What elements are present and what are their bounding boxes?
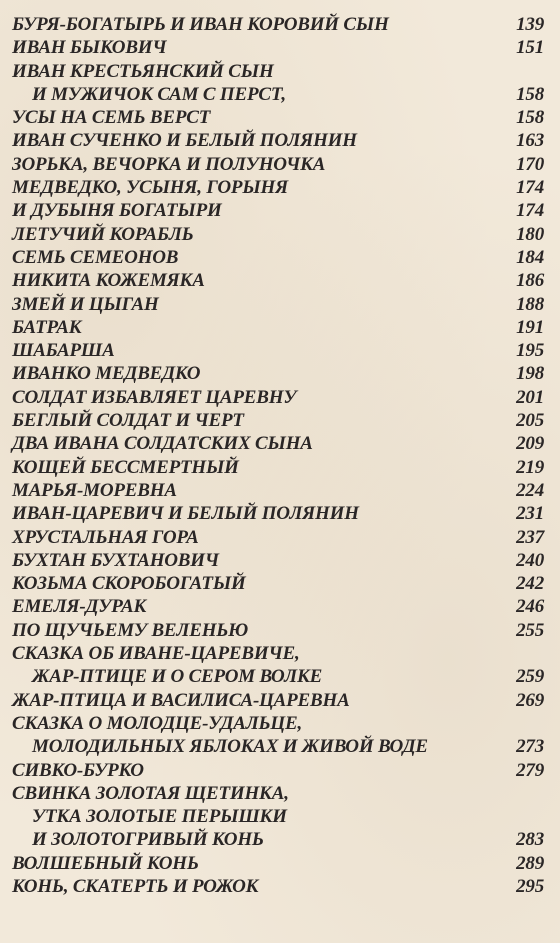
toc-entry-page-number: 205	[516, 410, 544, 432]
toc-entry-title: МАРЬЯ-МОРЕВНА	[12, 479, 177, 501]
toc-entry-title: ИВАН БЫКОВИЧ	[12, 37, 167, 59]
toc-entry	[0, 805, 560, 828]
toc-entry-title: БУРЯ-БОГАТЫРЬ И ИВАН КОРОВИЙ СЫН	[12, 14, 389, 35]
toc-entry-title: ЖАР-ПТИЦЕ И О СЕРОМ ВОЛКЕ	[32, 666, 323, 688]
toc-entry-page-number: 170	[516, 153, 544, 175]
toc-entry-title: ЗМЕЙ И ЦЫГАН	[12, 293, 159, 315]
toc-entry	[0, 409, 560, 432]
toc-entry	[0, 526, 560, 549]
toc-entry-page-number: 237	[516, 526, 544, 548]
toc-entry	[0, 106, 560, 129]
toc-entry	[0, 735, 560, 758]
toc-entry-title: МЕДВЕДКО, УСЫНЯ, ГОРЫНЯ	[12, 177, 289, 199]
toc-entry-page-number: 246	[516, 596, 544, 618]
toc-entry-title: НИКИТА КОЖЕМЯКА	[12, 270, 205, 292]
toc-entry-page-number: 139	[516, 14, 544, 35]
toc-entry-page-number: 269	[516, 689, 544, 711]
toc-entry-title: СИВКО-БУРКО	[12, 759, 144, 781]
toc-entry-page-number: 201	[516, 386, 544, 408]
toc-entry-title: БУХТАН БУХТАНОВИЧ	[12, 549, 219, 571]
toc-entry	[0, 689, 560, 712]
toc-entry-page-number: 279	[516, 759, 544, 781]
toc-entry-page-number: 158	[516, 83, 544, 105]
toc-entry	[0, 759, 560, 782]
toc-entry-title: И ЗОЛОТОГРИВЫЙ КОНЬ	[32, 829, 264, 851]
toc-entry-page-number: 273	[516, 736, 544, 758]
toc-entry-page-number: 209	[516, 433, 544, 455]
toc-entry	[0, 595, 560, 618]
toc-entry-page-number: 186	[516, 270, 544, 292]
toc-entry	[0, 502, 560, 525]
toc-entry-title: ШАБАРША	[12, 340, 115, 362]
toc-entry-title: СОЛДАТ ИЗБАВЛЯЕТ ЦАРЕВНУ	[12, 386, 297, 408]
toc-entry	[0, 712, 560, 735]
toc-entry	[0, 83, 560, 106]
toc-entry-title: СЕМЬ СЕМЕОНОВ	[12, 246, 179, 268]
toc-entry-page-number: 174	[516, 200, 544, 222]
toc-entry	[0, 386, 560, 409]
toc-entry-title: СВИНКА ЗОЛОТАЯ ЩЕТИНКА,	[12, 782, 289, 804]
toc-entry-page-number: 195	[516, 340, 544, 362]
toc-entry-title: ВОЛШЕБНЫЙ КОНЬ	[12, 852, 199, 874]
toc-entry-title: КОЗЬМА СКОРОБОГАТЫЙ	[12, 573, 246, 595]
toc-entry-page-number: 231	[516, 503, 544, 525]
toc-entry-title: И ДУБЫНЯ БОГАТЫРИ	[12, 200, 222, 222]
toc-entry	[0, 782, 560, 805]
toc-entry	[0, 549, 560, 572]
toc-entry-page-number: 224	[516, 479, 544, 501]
toc-entry-title: ХРУСТАЛЬНАЯ ГОРА	[12, 526, 199, 548]
toc-entry	[0, 153, 560, 176]
toc-entry	[0, 223, 560, 246]
toc-entry	[0, 199, 560, 222]
toc-entry	[0, 362, 560, 385]
toc-entry-page-number: 158	[516, 107, 544, 129]
toc-entry	[0, 479, 560, 502]
toc-entry-page-number: 184	[516, 246, 544, 268]
toc-entry	[0, 572, 560, 595]
toc-entry-title: СКАЗКА О МОЛОДЦЕ-УДАЛЬЦЕ,	[12, 712, 303, 734]
toc-entry-title: ИВАН-ЦАРЕВИЧ И БЕЛЫЙ ПОЛЯНИН	[12, 503, 359, 525]
toc-entry-page-number: 255	[516, 619, 544, 641]
toc-entry-page-number: 198	[516, 363, 544, 385]
toc-entry-title: ЛЕТУЧИЙ КОРАБЛЬ	[12, 223, 194, 245]
toc-entry-page-number: 259	[516, 666, 544, 688]
toc-entry	[0, 176, 560, 199]
toc-entry	[0, 852, 560, 875]
toc-entry-page-number: 191	[516, 316, 544, 338]
toc-entry-page-number: 188	[516, 293, 544, 315]
toc-entry-page-number: 242	[516, 573, 544, 595]
toc-entry-page-number: 289	[516, 852, 544, 874]
toc-entry-title: СКАЗКА ОБ ИВАНЕ-ЦАРЕВИЧЕ,	[12, 643, 300, 665]
toc-entry-title: ДВА ИВАНА СОЛДАТСКИХ СЫНА	[12, 433, 313, 455]
toc-entry-page-number: 163	[516, 130, 544, 152]
toc-entry-title: ЕМЕЛЯ-ДУРАК	[12, 596, 147, 618]
toc-entry-title: МОЛОДИЛЬНЫХ ЯБЛОКАХ И ЖИВОЙ ВОДЕ	[32, 736, 428, 758]
toc-entry-title: УТКА ЗОЛОТЫЕ ПЕРЫШКИ	[32, 806, 287, 828]
toc-entry-title: ЗОРЬКА, ВЕЧОРКА И ПОЛУНОЧКА	[12, 153, 326, 175]
toc-entry-title: БАТРАК	[12, 316, 82, 338]
toc-entry	[0, 60, 560, 83]
toc-entry	[0, 456, 560, 479]
toc-entry	[0, 339, 560, 362]
toc-entry	[0, 619, 560, 642]
toc-entry-title: И МУЖИЧОК САМ С ПЕРСТ,	[32, 83, 286, 105]
toc-entry-title: КОНЬ, СКАТЕРТЬ И РОЖОК	[12, 875, 259, 897]
toc-entry	[0, 875, 560, 898]
toc-entry	[0, 36, 560, 59]
toc-entry-title: ИВАН СУЧЕНКО И БЕЛЫЙ ПОЛЯНИН	[12, 130, 357, 152]
toc-entry-page-number: 295	[516, 875, 544, 897]
toc-entry	[0, 316, 560, 339]
toc-entry	[0, 129, 560, 152]
toc-entry	[0, 13, 560, 36]
toc-entry-title: ПО ЩУЧЬЕМУ ВЕЛЕНЬЮ	[12, 619, 248, 641]
toc-entry-page-number: 240	[516, 549, 544, 571]
toc-entry	[0, 269, 560, 292]
toc-entry	[0, 293, 560, 316]
toc-entry-title: БЕГЛЫЙ СОЛДАТ И ЧЕРТ	[12, 410, 244, 432]
toc-entry	[0, 828, 560, 851]
toc-entry	[0, 665, 560, 688]
toc-entry-page-number: 283	[516, 829, 544, 851]
toc-entry-title: ИВАН КРЕСТЬЯНСКИЙ СЫН	[12, 60, 274, 82]
toc-entry-title: УСЫ НА СЕМЬ ВЕРСТ	[12, 107, 211, 129]
toc-entry	[0, 432, 560, 455]
toc-entry-page-number: 180	[516, 223, 544, 245]
toc-entry	[0, 642, 560, 665]
toc-entry-title: КОЩЕЙ БЕССМЕРТНЫЙ	[12, 456, 239, 478]
toc-entry-page-number: 151	[516, 37, 544, 59]
toc-entry	[0, 246, 560, 269]
table-of-contents	[0, 13, 560, 898]
toc-entry-title: ИВАНКО МЕДВЕДКО	[12, 363, 201, 385]
toc-entry-page-number: 219	[516, 456, 544, 478]
toc-entry-title: ЖАР-ПТИЦА И ВАСИЛИСА-ЦАРЕВНА	[12, 689, 350, 711]
toc-entry-page-number: 174	[516, 177, 544, 199]
